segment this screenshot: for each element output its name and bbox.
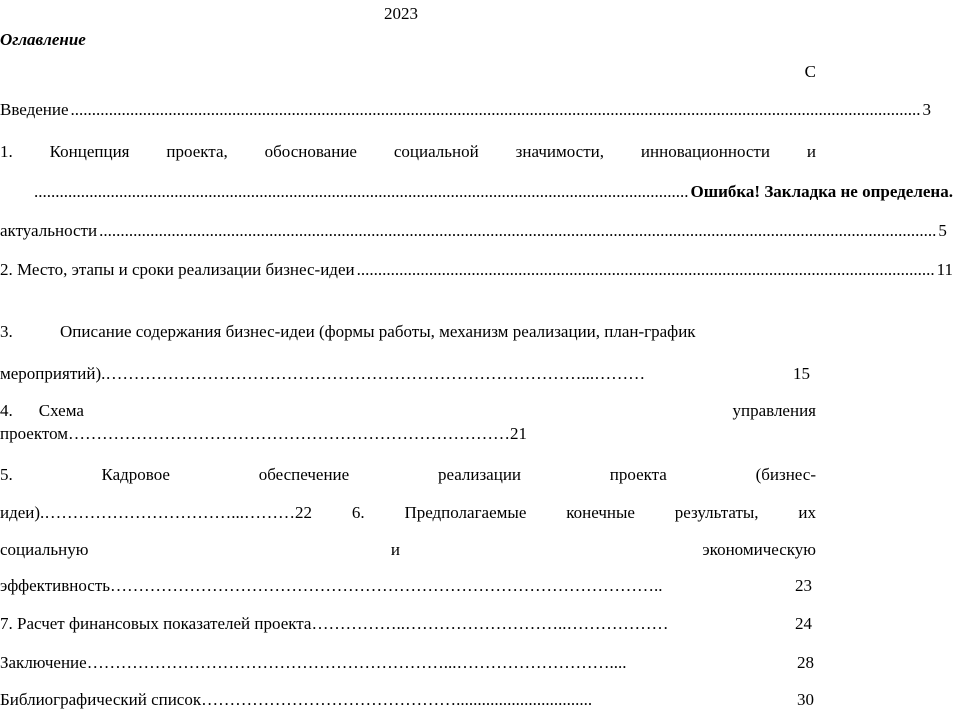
toc-word: и bbox=[390, 540, 400, 559]
toc-page-number: 21 bbox=[510, 424, 528, 443]
toc-entry-5-6-line[interactable] bbox=[0, 503, 816, 523]
toc-word: обоснование bbox=[264, 142, 357, 161]
toc-entry-6-cont[interactable] bbox=[0, 574, 812, 596]
toc-word: социальную bbox=[0, 540, 89, 559]
toc-page-number: 30 bbox=[797, 690, 814, 709]
toc-entry-text: эффективность bbox=[0, 576, 111, 595]
toc-word: инновационности bbox=[640, 142, 770, 161]
toc-entry-text: актуальности bbox=[0, 221, 98, 240]
toc-word: экономическую bbox=[702, 540, 816, 559]
toc-word: 1. bbox=[0, 142, 13, 161]
toc-page-number: 5 bbox=[938, 221, 947, 240]
toc-leader-dots: ………………………………………………………...……………………….... bbox=[86, 653, 627, 672]
toc-word: реализации bbox=[437, 465, 522, 484]
toc-word: Кадровое bbox=[101, 465, 170, 484]
toc-word: Описание содержания бизнес-идеи (формы работы, механизм реализации, план-график bbox=[60, 322, 696, 341]
toc-word: и bbox=[806, 142, 816, 161]
toc-word: обеспечение bbox=[258, 465, 350, 484]
toc-entry-text: проектом bbox=[0, 424, 69, 443]
document-year: 2023 bbox=[384, 4, 418, 23]
toc-word: управления bbox=[732, 401, 816, 420]
toc-page-number: 3 bbox=[922, 100, 932, 119]
toc-word: социальной bbox=[393, 142, 479, 161]
toc-word: значимости, bbox=[515, 142, 604, 161]
toc-leader-dots: ………………………………………................................ bbox=[201, 690, 593, 709]
toc-entry-7[interactable] bbox=[0, 612, 812, 634]
toc-entry-text: 7. Расчет финансовых показателей проекта bbox=[0, 614, 312, 633]
toc-word: идеи).……………………………...………22 bbox=[0, 503, 313, 522]
toc-entry-intro[interactable] bbox=[0, 98, 932, 120]
toc-leader-dots: ........................................................................................................................................ bbox=[356, 260, 935, 279]
toc-entry-4-cont[interactable] bbox=[0, 424, 527, 444]
toc-word: 5. bbox=[0, 465, 13, 484]
toc-entry-text: Заключение bbox=[0, 653, 87, 672]
toc-leader-dots: ..................................................................................................................................................................................................... bbox=[99, 221, 937, 240]
toc-entry-bibliography[interactable] bbox=[0, 688, 814, 710]
toc-entry-5-line1[interactable] bbox=[0, 465, 816, 485]
toc-word: проекта bbox=[609, 465, 667, 484]
toc-word: их bbox=[798, 503, 816, 522]
toc-entry-conclusion[interactable] bbox=[0, 651, 814, 673]
toc-leader-dots: ........................................................................................................................................................................................................ bbox=[70, 100, 921, 119]
toc-entry-1-cont[interactable] bbox=[0, 219, 947, 241]
toc-word: конечные bbox=[566, 503, 635, 522]
toc-leader-dots: .......................................................................................................................................................... bbox=[34, 182, 689, 201]
toc-entry-4-line1[interactable] bbox=[0, 401, 816, 421]
toc-error-text: Ошибка! Закладка не определена. bbox=[690, 182, 953, 201]
toc-word: 3. bbox=[0, 322, 13, 341]
toc-entry-2[interactable] bbox=[0, 258, 953, 280]
toc-page-number: 11 bbox=[936, 260, 953, 279]
toc-word: Схема bbox=[38, 401, 84, 420]
toc-heading: Оглавление bbox=[0, 30, 86, 49]
toc-word: проекта, bbox=[166, 142, 228, 161]
page-column-label: С bbox=[804, 62, 816, 81]
toc-entry-text: Введение bbox=[0, 100, 69, 119]
toc-word: Предполагаемые bbox=[404, 503, 527, 522]
toc-word: результаты, bbox=[674, 503, 759, 522]
toc-entry-text: Библиографический список bbox=[0, 690, 202, 709]
toc-leader-dots: …………………………………………………………………… bbox=[68, 424, 511, 443]
toc-entry-text: мероприятий). bbox=[0, 364, 106, 383]
toc-page-number: 28 bbox=[797, 653, 814, 672]
toc-leader-dots: …………………………………………………………………………...……… bbox=[105, 364, 646, 383]
toc-leader-dots: ……………..………………………..……………… bbox=[311, 614, 669, 633]
toc-word: Концепция bbox=[49, 142, 130, 161]
toc-entry-text: 2. Место, этапы и сроки реализации бизнес-идеи bbox=[0, 260, 355, 279]
toc-entry-1-error[interactable] bbox=[0, 180, 953, 202]
toc-entry-1-line1[interactable] bbox=[0, 142, 816, 162]
toc-entry-3-line1[interactable] bbox=[0, 322, 816, 342]
toc-word: 4. bbox=[0, 401, 13, 420]
toc-page-number: 23 bbox=[795, 576, 812, 595]
toc-word: (бизнес- bbox=[755, 465, 816, 484]
toc-page-number: 15 bbox=[793, 364, 810, 383]
toc-entry-6-line[interactable] bbox=[0, 540, 816, 560]
toc-word: 6. bbox=[351, 503, 365, 522]
toc-entry-3-cont[interactable] bbox=[0, 362, 810, 384]
toc-page-number: 24 bbox=[795, 614, 812, 633]
toc-leader-dots: …………………………………………………………………………………….. bbox=[110, 576, 663, 595]
